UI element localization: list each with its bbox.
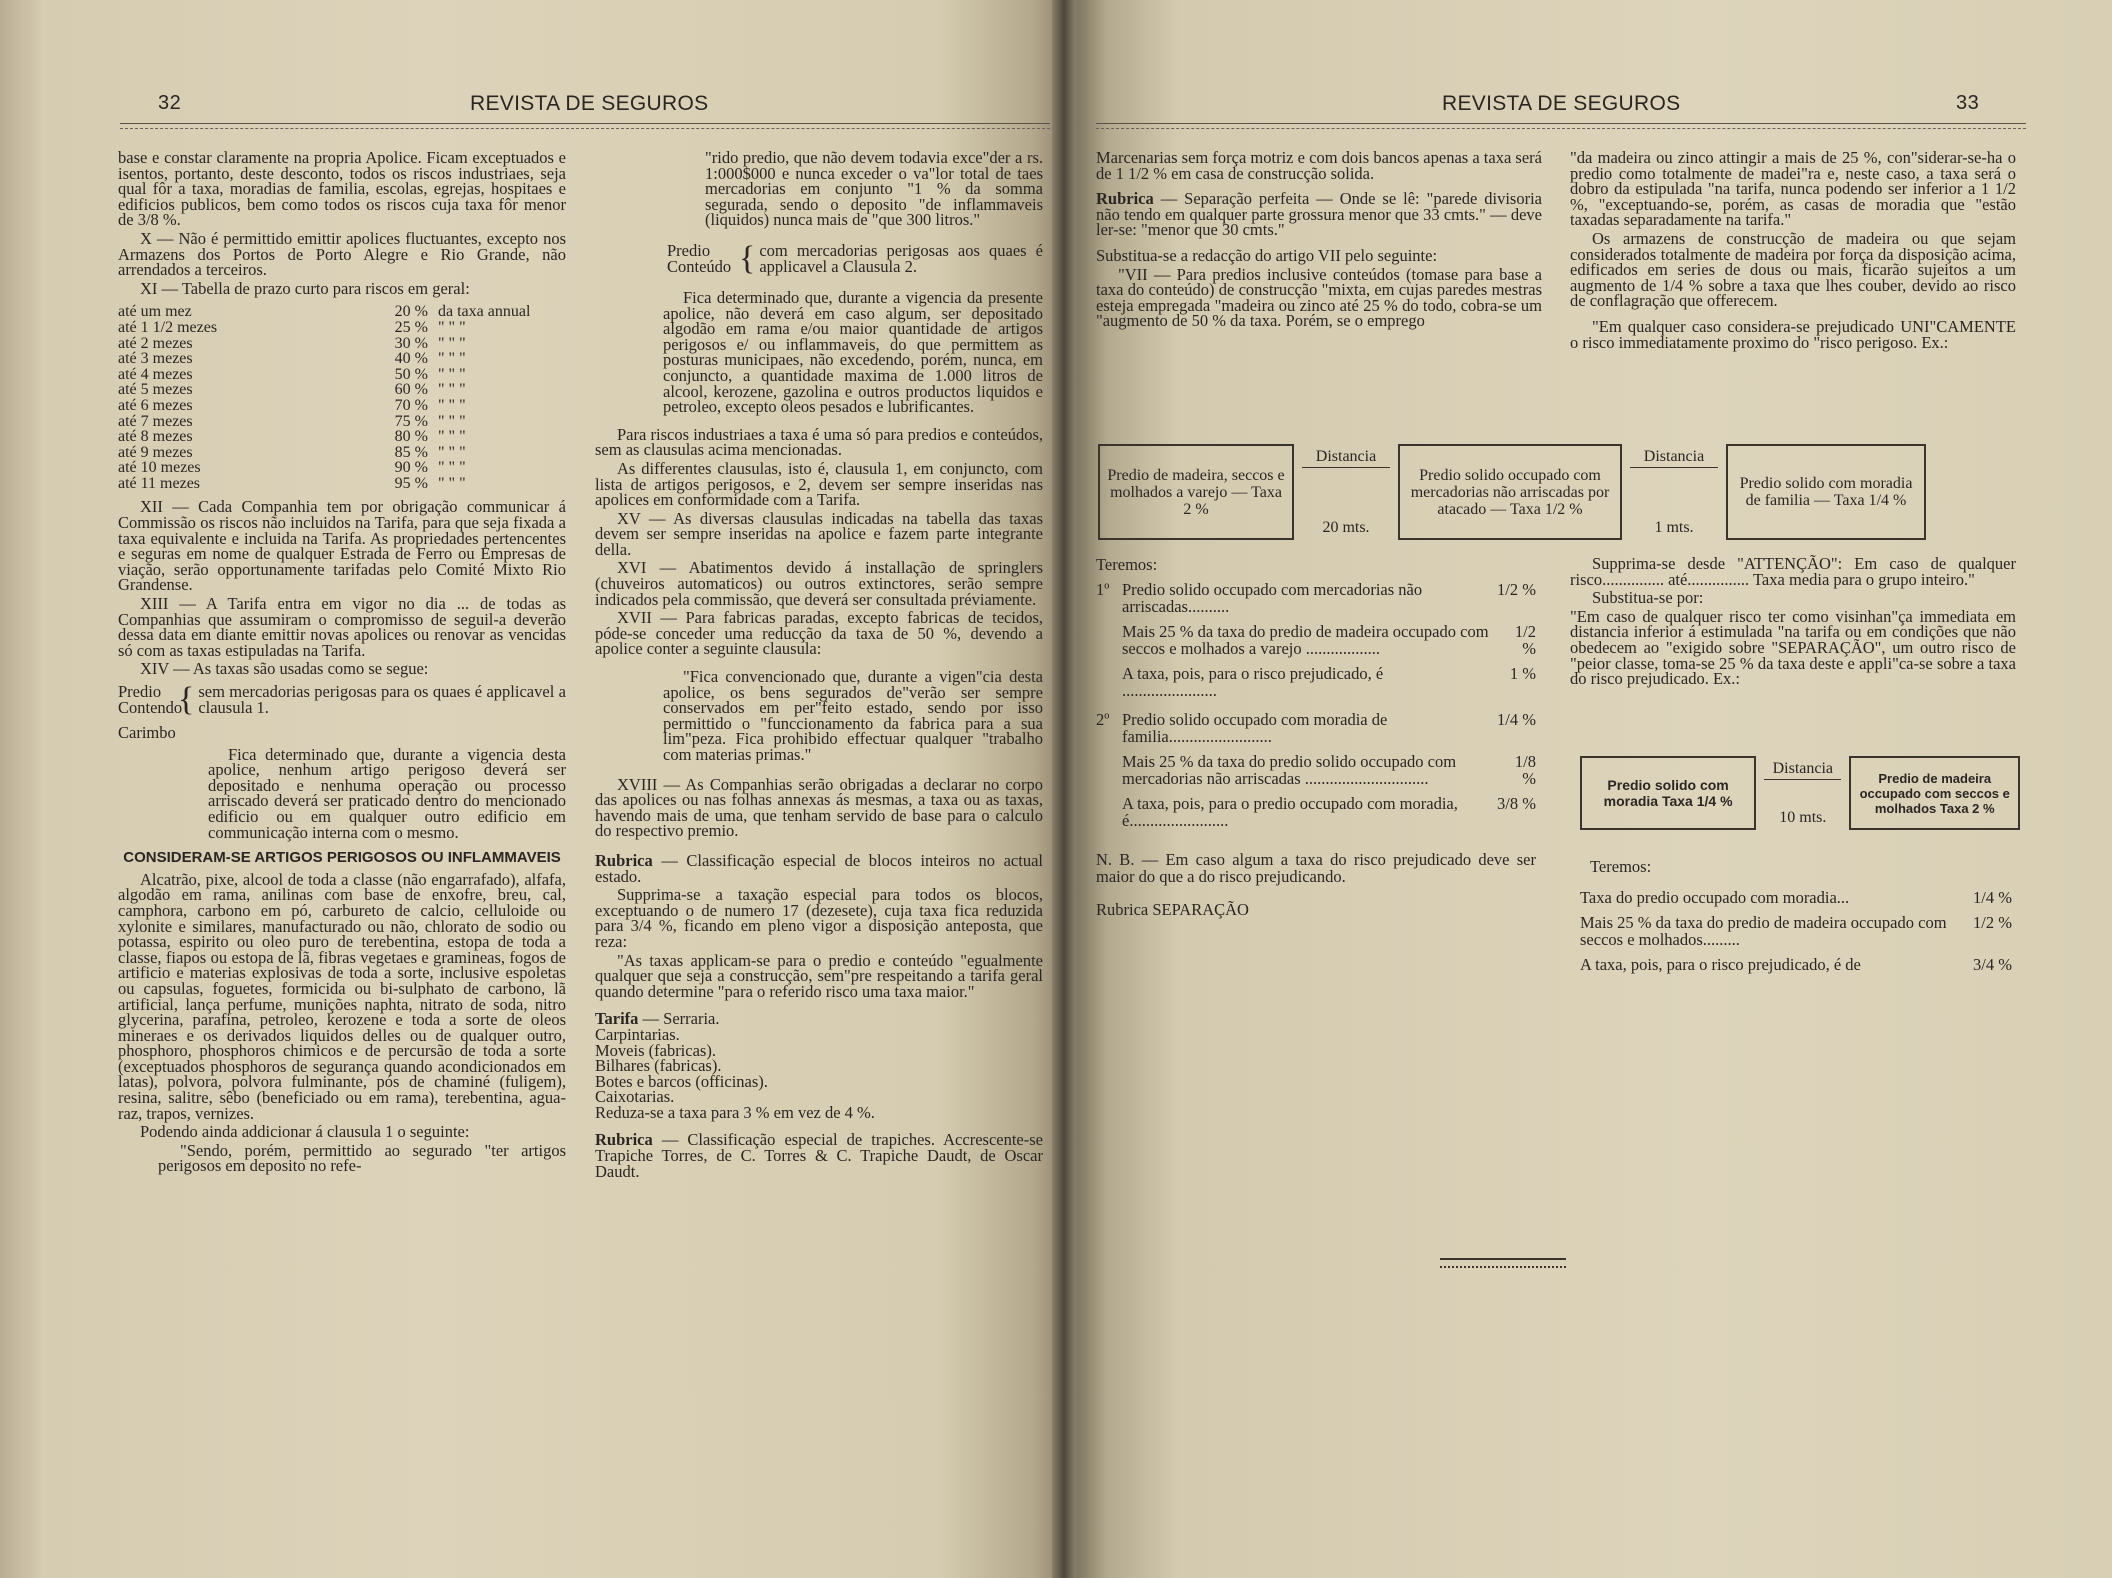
- rate-row: [118, 382, 566, 398]
- conteudo-label: Contendo: [118, 698, 183, 717]
- calc-row: [1580, 956, 2012, 973]
- conteudo-label: Conteúdo: [667, 256, 732, 276]
- brace-glyph: {: [739, 239, 756, 277]
- risk-box: Predio solido com moradia Taxa 1/4 %: [1580, 756, 1756, 830]
- example-diagram-2: [1580, 756, 2020, 830]
- paragraph: Supprima-se a taxação especial para todos os blocos, exceptuando o de numero 17 (dezesete), cuja taxa fica reduzida para 3/4 %, ficando em pleno vigor a disposição anteposta, que reza:: [595, 885, 1043, 951]
- rate-percent: 75 %: [394, 412, 428, 430]
- rate-row: [118, 336, 566, 352]
- calc-text: Mais 25 % da taxa do predio de madeira occupado com seccos e molhados a varejo ..................: [1122, 622, 1489, 658]
- rate-term: até 11 mezes: [118, 474, 201, 492]
- rate-row: [118, 320, 566, 336]
- paragraph: Os armazens de construcção de madeira ou que sejam considerados totalmente de madeira por força da disposição acima, edificados em series de dous ou mais, ficarão sujeitos a um augmento de 1/4 % sobre a taxa que lhes couber, devido ao risco de conflagração que offerecem.: [1570, 228, 2016, 311]
- teremos-label: Teremos:: [1590, 857, 1652, 876]
- calc-block-1: [1096, 581, 1536, 699]
- example-diagram-1: [1098, 444, 2014, 540]
- teremos-label: Teremos:: [1096, 555, 1158, 574]
- predio-clause: [118, 683, 566, 717]
- carimbo-label: Carimbo: [118, 723, 176, 742]
- section-heading: CONSIDERAM-SE ARTIGOS PERIGOSOS OU INFLAMMAVEIS: [123, 849, 561, 867]
- calc-text: A taxa, pois, para o risco prejudicado, é .......................: [1122, 664, 1384, 700]
- rate-note: " " ": [438, 381, 466, 399]
- paragraph: XVI — Abatimentos devido á installação de springlers (chuveiros automaticos) ou outros extinctores, serão sempre indicados pela commissão, que deverá ser consultada préviamente.: [595, 558, 1043, 609]
- predio-label: Predio: [118, 682, 162, 702]
- paragraph: X — Não é permittido emittir apolices fluctuantes, excepto nos Armazens dos Portos de Porto Alegre e Rio Grande, não arrendados a terceiros.: [118, 228, 566, 280]
- calc-text: A taxa, pois, para o predio occupado com moradia, é........................: [1122, 794, 1458, 830]
- page-number: 33: [1956, 92, 1980, 114]
- paragraph: Alcatrão, pixe, alcool de toda a classe (não engarrafado), alfafa, algodão em rama, anilinas com base de enxofre, breu, cal, camphora, carbono em pó, carbureto de calcio, celluloide ou xylonite e similares, manufacturado ou não, chlorato de sodio ou potassa, espirito ou oleo puro de terebentina, estopa de toda a classe, fiapos ou estopa de lã, fibras vegetaes e gramineas, fogos de artificio e materias explosivas de toda a sorte, inclusive espoletas ou capsulas, foguetes, formicida ou bi-sulphato de carbono, lã artificial, lança perfume, munições naphta, nitrato de soda, nitro glycerina, parafina, petroleo, kerozene e toda a sorte de oleos mineraes e os derivados liquidos delles ou de qualquer outro, phosphoro, phosphoros chimicos e de percursão de toda a sorte (exceptuados phosphoros de segurança quando acondicionados em latas), polvora, polvora fulminante, pós de chaminé (fuligem), resina, salitre, sêbo (beneficiado ou em rama), terebentina, agua-raz, trapos, vernizes.: [118, 869, 566, 1123]
- tarifa-list: [595, 1011, 1043, 1120]
- distance-label: Distancia: [1630, 448, 1718, 468]
- rate-term: até 1 1/2 mezes: [118, 318, 218, 336]
- book-gutter: [1052, 0, 1076, 1578]
- quote-paragraph: "rido predio, que não devem todavia exce"der a rs. 1:000$000 e nunca exceder o va"lor total de taes mercadorias em conjunto "1 % da somma segurada, sendo o deposito "de inflammaveis (liquidos) nunca mais de "que 300 litros.": [705, 148, 1043, 230]
- distance-value: 20 mts.: [1322, 519, 1370, 536]
- nota-bene: N. B. — Em caso algum a taxa do risco prejudicado deve ser maior do que a do risco prejudicando.: [1096, 850, 1536, 886]
- calc-row: [1122, 753, 1536, 787]
- distance-value: 1 mts.: [1654, 519, 1694, 536]
- calc-value: 1/2 %: [1497, 580, 1536, 599]
- calc-value: 1 %: [1509, 664, 1536, 683]
- quote-paragraph: "da madeira ou zinco attingir a mais de 25 %, con"siderar-se-ha o predio como totalmente de madei"ra e, neste caso, a taxa será o dobro da estipulada "na tarifa, nunca podendo ser inferior a 1 1/2 %, "exceptuando-se, porém, as casas de moradia que "estão taxadas separadamente na tarifa.": [1570, 148, 2016, 230]
- rate-note: " " ": [438, 443, 466, 461]
- quote-text: Fica determinado que, durante a vigencia da presente apolice, não deverá em caso algum, ser depositado algodão em rama e/ou maior quantidade de artigos perigosos e/ ou inflammaveis, do que permittem as posturas municipaes, não excedendo, porém, nunca, em conjuncto, a quantidade maxima de 1.000 litros de alcool, kerozene, gazolina e outros productos liquidos e petroleo, excepto oleos pesados e lubrificantes.: [663, 287, 1043, 417]
- calc-text: Taxa do predio occupado com moradia...: [1580, 888, 1850, 907]
- rate-note: " " ": [438, 474, 466, 492]
- rubrica-text: — Classificação especial de trapiches. Accrescente-se Trapiche Torres, de C. Torres & C. Trapiche Daudt, de Oscar Daudt.: [595, 1130, 1043, 1181]
- distance-label: Distancia: [1302, 448, 1390, 468]
- calc-value: 1/4 %: [1497, 710, 1536, 729]
- rate-row: [118, 445, 566, 461]
- tarifa-item: — Serraria.: [638, 1009, 720, 1029]
- rate-percent: 30 %: [394, 334, 428, 352]
- risk-box: Predio de madeira occupado com seccos e molhados Taxa 2 %: [1849, 756, 2020, 830]
- calc-text: Mais 25 % da taxa do predio de madeira occupado com seccos e molhados.........: [1580, 913, 1947, 949]
- rate-row: [118, 429, 566, 445]
- quote-text: "Fica convencionado que, durante a vigen"cia desta apolice, os bens segurados de"verão ser sempre conservados em per"feito estado, sendo por isso permittido o "funccionamento da fabrica para a sua lim"peza. Fica prohibido effectuar qualquer "trabalho com materias primas.": [663, 667, 1043, 764]
- rubrica-label: Rubrica: [595, 1130, 653, 1150]
- calc-value: 3/4 %: [1973, 955, 2012, 974]
- distance-marker: [1294, 444, 1398, 540]
- tarifa-item: Botes e barcos (officinas).: [595, 1071, 768, 1091]
- paragraph: Supprima-se desde "ATTENÇÃO": Em caso de qualquer risco............... até............... Taxa media para o grupo inteiro.": [1570, 554, 2016, 589]
- paragraph: XVIII — As Companhias serão obrigadas a declarar no corpo das apolices ou nas folhas annexas ás mesmas, a taxa ou as taxas, havendo mais de uma, que tenham servido de base para o calculo do respectivo premio.: [595, 774, 1043, 841]
- rubrica-separacao: [1096, 191, 1542, 238]
- clause-text: com mercadorias perigosas aos quaes é applicavel a Clausula 2.: [759, 241, 1043, 276]
- quote-paragraph: "Em caso de qualquer risco ter como visinhan"ça immediata em distancia inferior á estimulada "na tarifa ou em condições que não obedecem ao "exigido sobre "SEPARAÇÃO", um outro risco de "peior classe, toma-se 25 % da taxa deste e appli"ca-se sobre a taxa do risco prejudicado. Ex.:: [1570, 606, 2016, 689]
- header-rule: [1096, 123, 2026, 129]
- calc-row: [1122, 795, 1536, 829]
- rate-term: até 3 mezes: [118, 350, 193, 368]
- rate-term: até 9 mezes: [118, 443, 193, 461]
- quote-paragraph: "VII — Para predios inclusive conteúdos (tomase para base a taxa do conteúdo) de construcção "mixta, em cujas paredes mestras esteja empregada "madeira ou zinco até 25 % do todo, cobra-se um "augmento de 50 % da taxa. Porém, se o emprego: [1096, 264, 1542, 331]
- rate-note: " " ": [438, 350, 466, 368]
- fabricas-quote: [663, 669, 1043, 763]
- distance-value: 10 mts.: [1779, 809, 1827, 826]
- rate-term: até 4 mezes: [118, 365, 193, 383]
- risk-box: Predio solido com moradia de familia — Taxa 1/4 %: [1726, 444, 1926, 540]
- right-page: [1076, 0, 2112, 1578]
- predio-label: Predio: [667, 241, 711, 261]
- tarifa-item: Carpintarias.: [595, 1024, 680, 1044]
- item-number: 1º: [1096, 580, 1110, 599]
- rubrica-label: Rubrica: [1096, 189, 1154, 209]
- rate-term: até 5 mezes: [118, 381, 193, 399]
- running-header: REVISTA DE SEGUROS: [1442, 92, 1681, 115]
- rate-row: [118, 476, 566, 492]
- tarifa-label: Tarifa: [595, 1009, 639, 1029]
- rate-note: " " ": [438, 396, 466, 414]
- risk-box: Predio solido occupado com mercadorias não arriscadas por atacado — Taxa 1/2 %: [1398, 444, 1622, 540]
- rate-percent: 40 %: [394, 350, 428, 368]
- rate-percent: 80 %: [394, 428, 428, 446]
- rate-row: [118, 304, 566, 320]
- calc-value: 1/2 %: [1514, 622, 1536, 658]
- rate-row: [118, 367, 566, 383]
- calc-value: 1/2 %: [1973, 913, 2012, 932]
- rubrica-text: — Separação perfeita — Onde se lê: "parede divisoria não tendo em qualquer parte grossura menor que 33 cmts." — deve ler-se: "menor que 30 cmts.": [1096, 189, 1542, 240]
- tarifa-item: Reduza-se a taxa para 3 % em vez de 4 %.: [595, 1102, 875, 1122]
- paragraph: Para riscos industriaes a taxa é uma só para predios e conteúdos, sem as clausulas acima mencionadas.: [595, 424, 1043, 460]
- calc-row: [1580, 889, 2012, 906]
- paragraph: XVII — Para fabricas paradas, excepto fabricas de tecidos, póde-se conceder uma reducção da taxa de 50 %, devendo a apolice conter a seguinte clausula:: [595, 608, 1043, 659]
- right-column-2-lower: [1570, 556, 2016, 690]
- paragraph: Substitua-se por:: [1592, 588, 1704, 608]
- rubrica-separacao-label: Rubrica SEPARAÇÃO: [1096, 900, 1249, 919]
- rate-term: até 10 mezes: [118, 459, 201, 477]
- page-number: 32: [158, 92, 182, 114]
- rate-note: " " ": [438, 412, 466, 430]
- quote-text: Fica determinado que, durante a vigencia desta apolice, nenhum artigo perigoso deverá ser depositado e nenhuma operação ou processo arriscado deverá ser praticado dentro do mencionado edificio ou em qualquer outro edificio em communicação interna com o mesmo.: [208, 744, 566, 842]
- clause-2-quote: [663, 287, 1043, 417]
- calc-text: Mais 25 % da taxa do predio solido occupado com mercadorias não arriscadas ..............................: [1122, 752, 1457, 788]
- example-2-calculation: [1580, 858, 2012, 973]
- rubrica-trapiches: [595, 1132, 1043, 1179]
- running-header: REVISTA DE SEGUROS: [470, 92, 709, 115]
- paragraph: Substitua-se a redacção do artigo VII pelo seguinte:: [1096, 245, 1438, 265]
- left-column-1: [118, 150, 566, 1177]
- quote-paragraph: "Em qualquer caso considera-se prejudicado UNI"CAMENTE o risco immediatamente proximo do "risco perigoso. Ex.:: [1570, 316, 2016, 352]
- rate-percent: 20 %: [394, 303, 428, 321]
- rate-percent: 25 %: [394, 318, 428, 336]
- predio-clause-2: [667, 239, 1043, 277]
- paragraph: XIII — A Tarifa entra em vigor no dia ... de todas as Companhias que assumiram o compromisso de seguil-a deverão dessa data em diante emittir novas apolices ou renovar as vencidas só com as taxas estipuladas na Tarifa.: [118, 594, 566, 660]
- rate-percent: 90 %: [394, 459, 428, 477]
- carimbo-quote: [208, 744, 566, 842]
- paragraph: Marcenarias sem força motriz e com dois bancos apenas a taxa será de 1 1/2 % em casa de construcção solida.: [1096, 148, 1542, 183]
- rate-percent: 70 %: [394, 396, 428, 414]
- calc-row: [1580, 914, 2012, 948]
- rate-row: [118, 414, 566, 430]
- paragraph: Podendo ainda addicionar á clausula 1 o seguinte:: [140, 1122, 470, 1142]
- rate-row: [118, 460, 566, 476]
- rate-term: até 2 mezes: [118, 334, 193, 352]
- rate-percent: 50 %: [394, 365, 428, 383]
- calc-row: [1122, 711, 1536, 745]
- risk-box: Predio de madeira, seccos e molhados a varejo — Taxa 2 %: [1098, 444, 1294, 540]
- distance-label: Distancia: [1764, 760, 1841, 780]
- rubrica-blocos: [595, 850, 1043, 886]
- rate-note: " " ": [438, 459, 466, 477]
- calc-text: A taxa, pois, para o risco prejudicado, é de: [1580, 955, 1861, 974]
- rate-note: " " ": [438, 318, 466, 336]
- tarifa-item: Bilhares (fabricas).: [595, 1056, 722, 1076]
- calc-text: Predio solido occupado com moradia de familia.........................: [1122, 710, 1388, 746]
- tarifa-item: Moveis (fabricas).: [595, 1040, 716, 1060]
- calc-row: [1122, 581, 1536, 615]
- rate-term: até 7 mezes: [118, 412, 193, 430]
- short-term-rate-table: [118, 304, 566, 491]
- paragraph: XII — Cada Companhia tem por obrigação communicar á Commissão os riscos não incluidos na Tarifa, para que seja fixada a taxa equivalente e incluida na Tarifa. As propriedades pertencentes e seguras em nome de qualquer Estrada de Ferro ou Empresas de viação, serão opportunamente tarifadas pelo Comité Mixto Rio Grandense.: [118, 497, 566, 595]
- rate-percent: 60 %: [394, 381, 428, 399]
- rate-note: " " ": [438, 365, 466, 383]
- paragraph: XI — Tabella de prazo curto para riscos em geral:: [140, 278, 470, 298]
- rubrica-text: — Classificação especial de blocos inteiros no actual estado.: [595, 850, 1043, 886]
- rate-term: até um mez: [118, 303, 192, 321]
- calc-value: 1/8 %: [1514, 752, 1536, 788]
- right-column-2: [1570, 150, 2016, 353]
- rate-row: [118, 398, 566, 414]
- quote-paragraph: "As taxas applicam-se para o predio e conteúdo "egualmente qualquer que seja a construcção, sem"pre respeitando a tarifa geral quando determine "para o referido risco uma taxa maior.": [595, 950, 1043, 1001]
- distance-marker: [1756, 756, 1849, 830]
- paragraph: XV — As diversas clausulas indicadas na tabella das taxas devem ser sempre inseridas na apolice e fazem parte integrante della.: [595, 508, 1043, 559]
- paragraph: XIV — As taxas são usadas como se segue:: [140, 659, 429, 679]
- item-number: 2º: [1096, 710, 1110, 729]
- paragraph: base e constar claramente na propria Apolice. Ficam exceptuados e isentos, portanto, deste desconto, todos os riscos industriaes, seja qual fôr a taxa, moradias de familia, escolas, egrejas, hospitaes e edificios publicos, bem como todos os riscos cuja taxa fôr menor de 3/8 %.: [118, 148, 566, 230]
- paragraph: As differentes clausulas, isto é, clausula 1, em conjuncto, com lista de artigos perigosos, e 2, devem ser sempre inseridas nas apolices em conformidade com a Tarifa.: [595, 458, 1043, 510]
- right-column-1: [1096, 150, 1542, 332]
- example-1-calculation: [1096, 556, 1536, 918]
- calc-block-2: [1096, 711, 1536, 829]
- paragraph: "Sendo, porém, permittido ao segurado "ter artigos perigosos em deposito no refe-: [158, 1140, 566, 1176]
- calc-text: Predio solido occupado com mercadorias não arriscadas..........: [1122, 580, 1423, 616]
- calc-value: 3/8 %: [1497, 794, 1536, 813]
- distance-marker: [1622, 444, 1726, 540]
- rate-percent: 85 %: [394, 443, 428, 461]
- rate-note: " " ": [438, 334, 466, 352]
- calc-value: 1/4 %: [1973, 888, 2012, 907]
- rubrica-label: Rubrica: [595, 850, 653, 870]
- rate-row: [118, 351, 566, 367]
- calc-row: [1122, 623, 1536, 657]
- rate-term: até 6 mezes: [118, 396, 193, 414]
- rate-term: até 8 mezes: [118, 428, 193, 446]
- tarifa-item: Caixotarias.: [595, 1087, 675, 1107]
- brace-glyph: {: [178, 681, 195, 718]
- calc-row: [1122, 665, 1536, 699]
- rate-note: da taxa annual: [438, 303, 531, 321]
- end-ornament: [1440, 1258, 1566, 1268]
- rate-note: " " ": [438, 428, 466, 446]
- clause-text: sem mercadorias perigosas para os quaes é applicavel a clausula 1.: [198, 682, 566, 717]
- left-column-2: [595, 150, 1043, 1182]
- header-rule: [120, 123, 1050, 129]
- rate-percent: 95 %: [394, 474, 428, 492]
